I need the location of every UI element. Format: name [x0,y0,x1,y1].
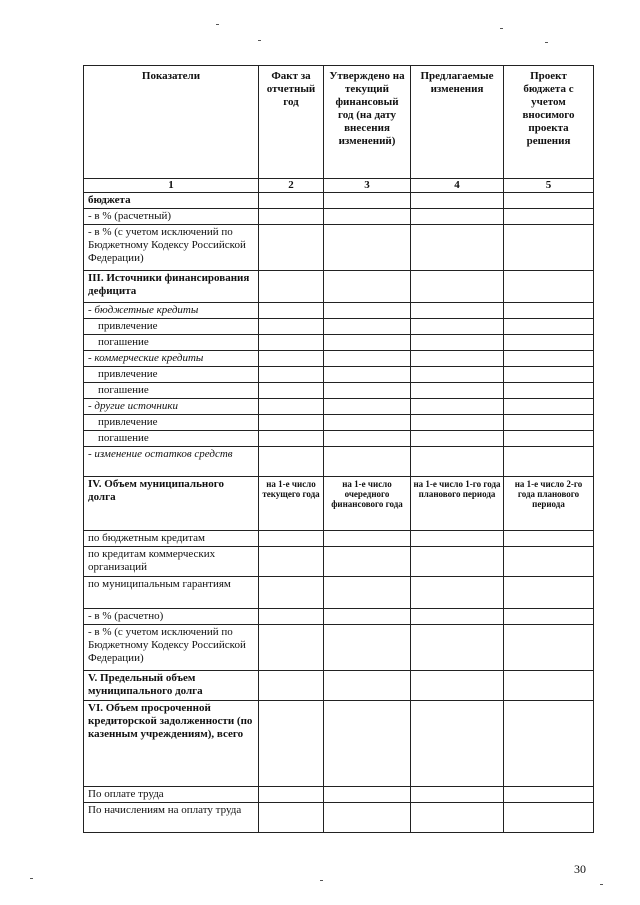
table-row [84,271,594,303]
value-cell [259,319,324,335]
table-row [84,383,594,399]
table-row [84,335,594,351]
value-cell [504,577,594,609]
column-number: 2 [259,179,324,193]
table-row [84,625,594,671]
scan-speck [600,884,603,885]
value-cell [324,625,411,671]
table-body [84,179,594,833]
value-cell [324,351,411,367]
value-cell [411,209,504,225]
value-cell [259,701,324,787]
value-cell [324,303,411,319]
value-cell [504,225,594,271]
value-cell [504,531,594,547]
value-cell [259,625,324,671]
header-indicators: Показатели [84,66,259,179]
table-row [84,531,594,547]
row-label: По оплате труда [84,787,259,803]
value-cell [411,399,504,415]
value-cell [504,351,594,367]
scan-speck [216,24,219,25]
row-label: - изменение остатков средств [84,447,259,477]
value-cell [259,209,324,225]
value-cell [411,609,504,625]
row-label: - другие источники [84,399,259,415]
value-cell [411,701,504,787]
value-cell [504,701,594,787]
value-cell [504,803,594,833]
value-cell [411,431,504,447]
value-cell [504,383,594,399]
value-cell [324,609,411,625]
value-cell [259,383,324,399]
value-cell [259,547,324,577]
value-cell [411,271,504,303]
table-row [84,803,594,833]
value-cell [504,367,594,383]
table-row [84,415,594,431]
value-cell [411,383,504,399]
row-label: привлечение [84,319,259,335]
value-cell [411,447,504,477]
row-label: по кредитам коммерческих организаций [84,547,259,577]
table-row [84,351,594,367]
table-row [84,609,594,625]
row-label: привлечение [84,367,259,383]
table-row [84,225,594,271]
value-cell [324,415,411,431]
table-row [84,447,594,477]
table-row [84,547,594,577]
value-cell [411,335,504,351]
row-label: III. Источники финансирования дефицита [84,271,259,303]
budget-table [83,65,594,833]
value-cell [504,415,594,431]
value-cell [259,193,324,209]
value-cell [504,271,594,303]
row-label: по муниципальным гарантиям [84,577,259,609]
value-cell [411,625,504,671]
value-cell [324,225,411,271]
value-cell [504,625,594,671]
row-label: погашение [84,383,259,399]
table-row [84,577,594,609]
value-cell [504,399,594,415]
scan-speck [30,878,33,879]
value-cell [324,319,411,335]
scan-speck [500,28,503,29]
table-row [84,367,594,383]
table-row [84,303,594,319]
value-cell [324,671,411,701]
row-label: V. Предельный объем муниципального долга [84,671,259,701]
row-label: - в % (расчетно) [84,609,259,625]
row-label: - в % (с учетом исключений по Бюджетному Кодексу Российской Федерации) [84,625,259,671]
value-cell [324,383,411,399]
debt-date-cell: на 1-е число текущего года [259,477,324,531]
value-cell [259,335,324,351]
value-cell [259,447,324,477]
value-cell [324,447,411,477]
row-label: по бюджетным кредитам [84,531,259,547]
value-cell [504,431,594,447]
value-cell [504,209,594,225]
value-cell [259,577,324,609]
value-cell [259,609,324,625]
row-label: - бюджетные кредиты [84,303,259,319]
value-cell [259,303,324,319]
header-proposed-changes: Предлагаемые изменения [411,66,504,179]
table-row [84,431,594,447]
scan-speck [258,40,261,41]
scan-speck [320,880,323,881]
value-cell [259,415,324,431]
table-row [84,399,594,415]
value-cell [259,671,324,701]
scan-speck [545,42,548,43]
value-cell [411,531,504,547]
value-cell [259,803,324,833]
row-label: По начислениям на оплату труда [84,803,259,833]
row-label: - в % (расчетный) [84,209,259,225]
value-cell [324,431,411,447]
value-cell [504,335,594,351]
value-cell [259,787,324,803]
value-cell [411,547,504,577]
table-row [84,209,594,225]
header-row [84,66,594,179]
value-cell [411,367,504,383]
header-draft-budget: Проект бюджета с учетом вносимого проекта решения [504,66,594,179]
value-cell [324,803,411,833]
value-cell [259,271,324,303]
column-number: 3 [324,179,411,193]
page-number: 30 [574,862,586,876]
value-cell [259,399,324,415]
value-cell [411,193,504,209]
column-number: 1 [84,179,259,193]
value-cell [411,415,504,431]
value-cell [504,319,594,335]
value-cell [324,271,411,303]
value-cell [324,577,411,609]
value-cell [504,303,594,319]
value-cell [411,787,504,803]
row-label: привлечение [84,415,259,431]
debt-date-cell: на 1-е число очередного финансового года [324,477,411,531]
value-cell [504,193,594,209]
column-number: 4 [411,179,504,193]
row-label: VI. Объем просроченной кредиторской задолженности (по казенным учреждениям), всего [84,701,259,787]
column-number: 5 [504,179,594,193]
value-cell [324,787,411,803]
debt-date-cell: на 1-е число 1-го года планового периода [411,477,504,531]
row-label: погашение [84,335,259,351]
value-cell [504,609,594,625]
value-cell [324,335,411,351]
value-cell [259,225,324,271]
value-cell [411,319,504,335]
value-cell [504,671,594,701]
value-cell [324,367,411,383]
value-cell [411,577,504,609]
value-cell [324,701,411,787]
row-label: - коммерческие кредиты [84,351,259,367]
header-approved: Утверждено на текущий финансовый год (на дату внесения изменений) [324,66,411,179]
row-label: - в % (с учетом исключений по Бюджетному Кодексу Российской Федерации) [84,225,259,271]
value-cell [411,803,504,833]
table-row [84,671,594,701]
value-cell [324,531,411,547]
row-label: IV. Объем муниципального долга [84,477,259,531]
value-cell [324,399,411,415]
table-row [84,193,594,209]
value-cell [411,303,504,319]
table-row [84,787,594,803]
table-row [84,477,594,531]
value-cell [411,671,504,701]
header-fact: Факт за отчетный год [259,66,324,179]
value-cell [504,787,594,803]
value-cell [324,209,411,225]
row-label: бюджета [84,193,259,209]
value-cell [259,367,324,383]
value-cell [259,431,324,447]
table-row [84,701,594,787]
value-cell [324,547,411,577]
value-cell [504,447,594,477]
table-row [84,319,594,335]
value-cell [504,547,594,577]
row-label: погашение [84,431,259,447]
value-cell [411,351,504,367]
value-cell [324,193,411,209]
debt-date-cell: на 1-е число 2-го года планового периода [504,477,594,531]
value-cell [411,225,504,271]
column-numbers-row [84,179,594,193]
value-cell [259,531,324,547]
value-cell [259,351,324,367]
